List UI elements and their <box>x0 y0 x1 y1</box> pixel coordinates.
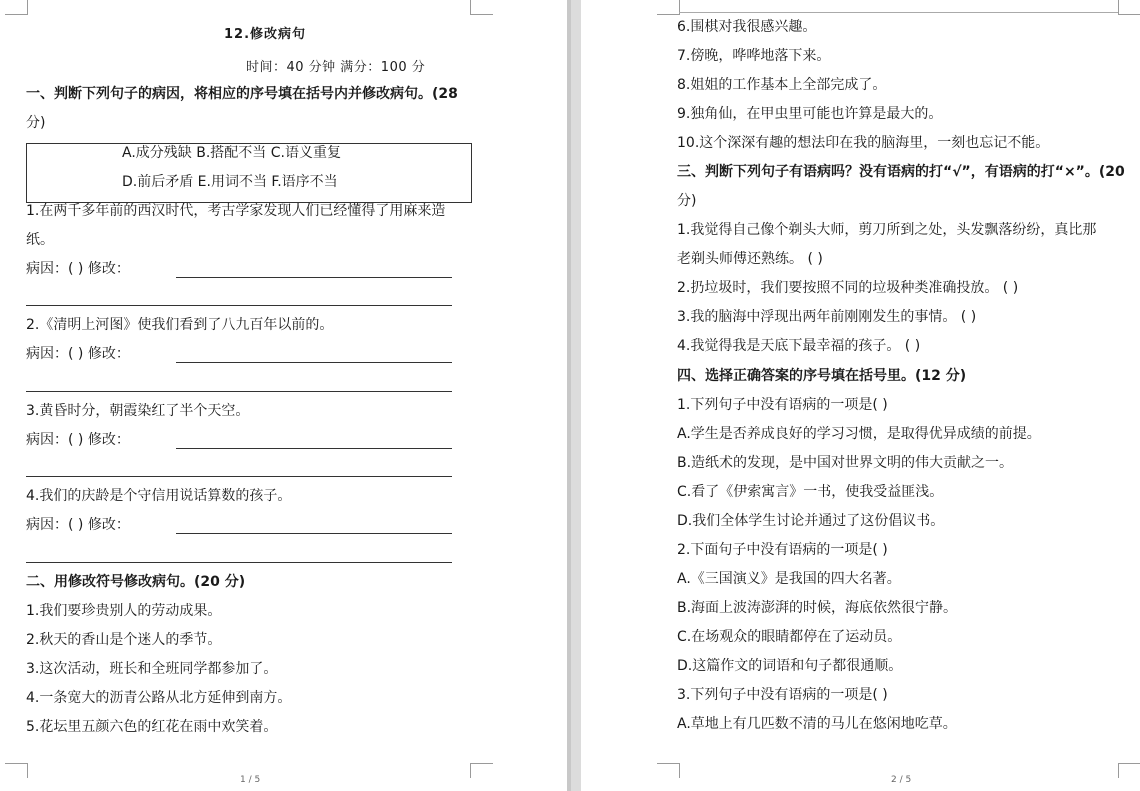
cause-label: 病因：( ) 修改： <box>26 432 130 448</box>
choice-option: A.草地上有几匹数不清的马儿在悠闲地吃草。 <box>677 716 957 732</box>
question-2: 2.《清明上河图》使我们看到了八九百年以前的。 <box>26 317 334 333</box>
list-item: 5.花坛里五颜六色的红花在雨中欢笑着。 <box>26 719 278 735</box>
document-page-2 <box>581 0 1140 791</box>
answer-line[interactable] <box>176 362 452 363</box>
crop-mark <box>1118 0 1140 15</box>
list-item: 6.围棋对我很感兴趣。 <box>677 19 817 35</box>
section-2-heading: 二、用修改符号修改病句。(20 分) <box>26 574 246 590</box>
list-item: 1.我们要珍贵别人的劳动成果。 <box>26 603 222 619</box>
question-1-line-2: 纸。 <box>26 232 54 248</box>
judge-question-1-line-1: 1.我觉得自己像个剃头大师，剪刀所到之处，头发飘落纷纷，真比那 <box>677 222 1097 238</box>
list-item: 7.傍晚，哗哗地落下来。 <box>677 48 831 64</box>
section-3-heading-cont: 分) <box>677 193 697 209</box>
question-3: 3.黄昏时分，朝霞染红了半个天空。 <box>26 403 250 419</box>
choice-question-3: 3.下列句子中没有语病的一项是( ) <box>677 687 888 703</box>
document-page-1 <box>0 0 567 791</box>
judge-question-3: 3.我的脑海中浮现出两年前刚刚发生的事情。 ( ) <box>677 309 977 325</box>
question-1-line-1: 1.在两千多年前的西汉时代，考古学家发现人们已经懂得了用麻来造 <box>26 203 446 219</box>
page-gutter <box>567 0 581 791</box>
question-4: 4.我们的庆龄是个守信用说话算数的孩子。 <box>26 488 292 504</box>
list-item: 3.这次活动，班长和全班同学都参加了。 <box>26 661 278 677</box>
options-row-1: A.成分残缺 B.搭配不当 C.语义重复 <box>122 145 341 161</box>
page-title: 12.修改病句 <box>224 27 307 42</box>
choice-option: C.在场观众的眼睛都停在了运动员。 <box>677 629 902 645</box>
choice-option: B.海面上波涛澎湃的时候，海底依然很宁静。 <box>677 600 958 616</box>
crop-mark <box>470 763 493 778</box>
crop-mark <box>1118 763 1140 778</box>
answer-line[interactable] <box>26 562 452 563</box>
choice-option: D.这篇作文的词语和句子都很通顺。 <box>677 658 903 674</box>
choice-option: A.《三国演义》是我国的四大名著。 <box>677 571 901 587</box>
crop-mark <box>657 0 680 15</box>
exam-meta: 时间：40 分钟 满分：100 分 <box>246 60 426 75</box>
answer-line[interactable] <box>26 476 452 477</box>
list-item: 8.姐姐的工作基本上全部完成了。 <box>677 77 887 93</box>
list-item: 9.独角仙，在甲虫里可能也许算是最大的。 <box>677 106 943 122</box>
list-item: 10.这个深深有趣的想法印在我的脑海里，一刻也忘记不能。 <box>677 135 1050 151</box>
page-number: 1 / 5 <box>240 775 261 785</box>
cause-label: 病因：( ) 修改： <box>26 346 130 362</box>
section-1-heading-cont: 分) <box>26 115 46 131</box>
cause-label: 病因：( ) 修改： <box>26 517 130 533</box>
choice-option: A.学生是否养成良好的学习习惯，是取得优异成绩的前提。 <box>677 426 1041 442</box>
crop-mark <box>657 763 680 778</box>
crop-mark <box>470 0 493 15</box>
crop-mark <box>5 0 28 15</box>
choice-question-2: 2.下面句子中没有语病的一项是( ) <box>677 542 888 558</box>
choice-question-1: 1.下列句子中没有语病的一项是( ) <box>677 397 888 413</box>
judge-question-4: 4.我觉得我是天底下最幸福的孩子。 ( ) <box>677 338 921 354</box>
section-4-heading: 四、选择正确答案的序号填在括号里。(12 分) <box>677 368 967 384</box>
choice-option: C.看了《伊索寓言》一书，使我受益匪浅。 <box>677 484 944 500</box>
judge-question-2: 2.扔垃圾时，我们要按照不同的垃圾种类准确投放。 ( ) <box>677 280 1019 296</box>
page-number: 2 / 5 <box>891 775 912 785</box>
answer-line[interactable] <box>176 448 452 449</box>
section-3-heading: 三、判断下列句子有语病吗？没有语病的打“√”，有语病的打“×”。(20 <box>677 164 1125 180</box>
section-1-heading: 一、判断下列句子的病因，将相应的序号填在括号内并修改病句。(28 <box>26 86 458 102</box>
answer-line[interactable] <box>176 533 452 534</box>
answer-line[interactable] <box>176 277 452 278</box>
answer-line[interactable] <box>26 305 452 306</box>
answer-line[interactable] <box>26 391 452 392</box>
list-item: 2.秋天的香山是个迷人的季节。 <box>26 632 222 648</box>
judge-question-1-line-2: 老剃头师傅还熟练。 ( ) <box>677 251 823 267</box>
header-rule <box>679 12 1118 13</box>
choice-option: D.我们全体学生讨论并通过了这份倡议书。 <box>677 513 945 529</box>
gutter-shadow <box>567 0 571 791</box>
choice-option: B.造纸术的发现，是中国对世界文明的伟大贡献之一。 <box>677 455 1014 471</box>
options-row-2: D.前后矛盾 E.用词不当 F.语序不当 <box>122 174 338 190</box>
cause-label: 病因：( ) 修改： <box>26 261 130 277</box>
crop-mark <box>5 763 28 778</box>
list-item: 4.一条宽大的沥青公路从北方延伸到南方。 <box>26 690 292 706</box>
